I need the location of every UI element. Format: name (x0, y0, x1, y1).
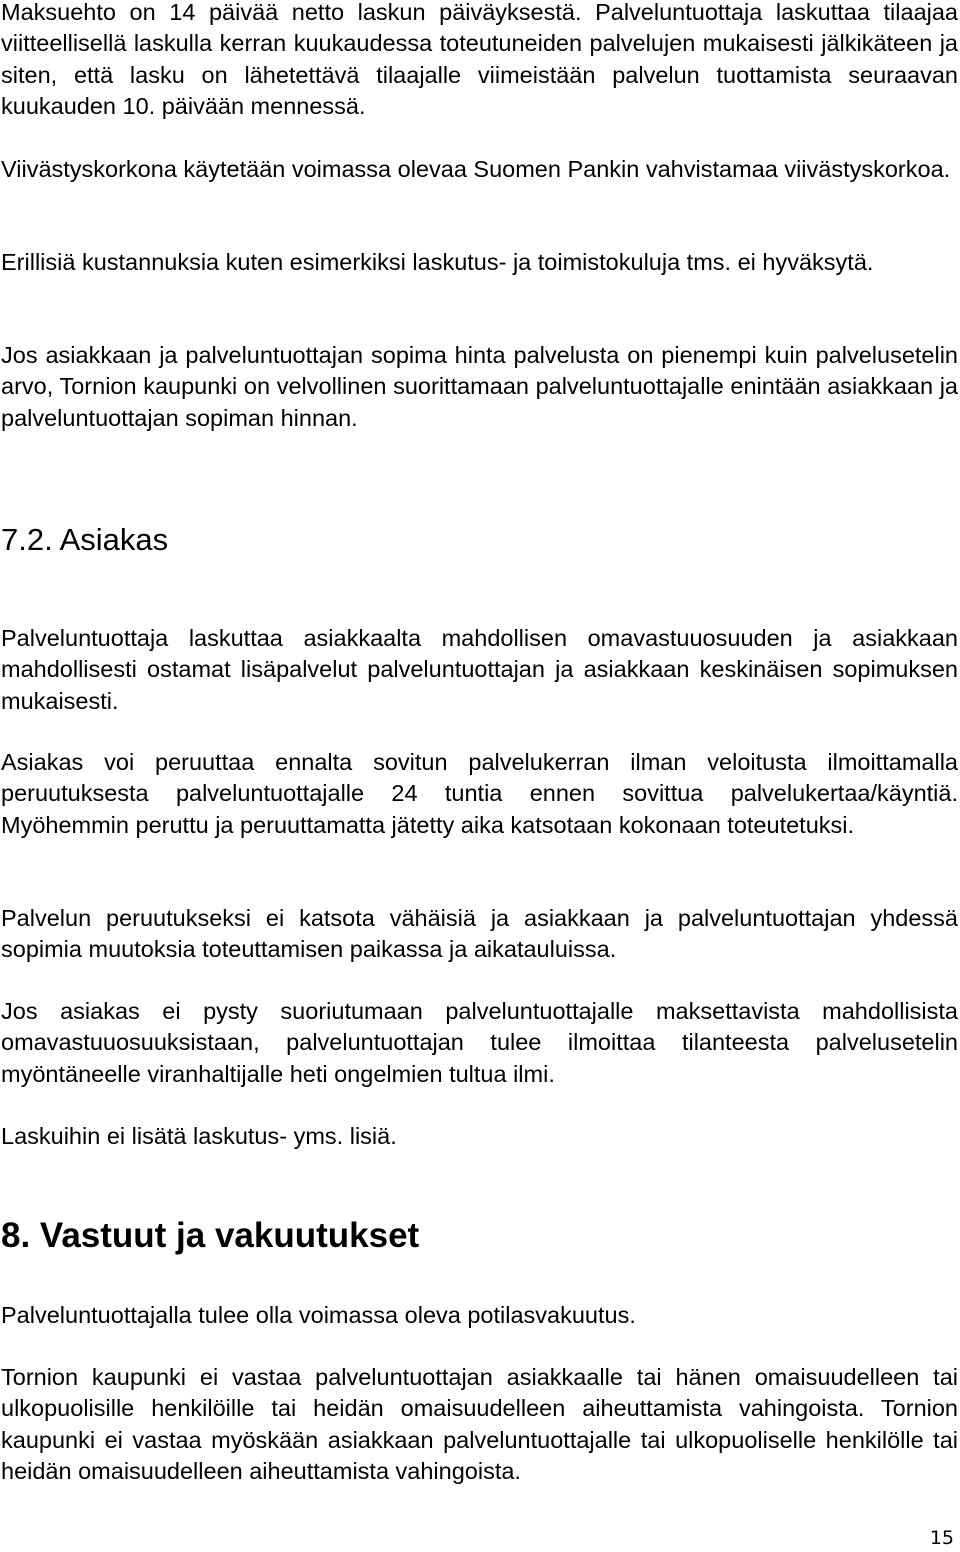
paragraph-no-fees: Laskuihin ei lisätä laskutus- yms. lisiä. (1, 1123, 397, 1149)
paragraph-late-interest: Viivästyskorkona käytetään voimassa olevaa Suomen Pankin vahvistamaa viivästyskorkoa. (1, 156, 951, 182)
paragraph-unable-to-pay: Jos asiakas ei pysty suoriutumaan palveluntuottajalle maksettavista mahdollisista omavastuuosuuksistaan, palveluntuottajan tulee ilmoittaa tilanteesta palvelusetelin myöntäneelle viranhaltijalle heti ongelmien tultua ilmi. (1, 998, 958, 1087)
paragraph-invoicing-terms: Maksuehto on 14 päivää netto laskun päiväyksestä. Palveluntuottaja laskuttaa tilaajaa viitteellisellä laskulla kerran kuukaudessa toteutuneiden palvelujen mukaisesti jälkikäteen ja siten, että lasku on lähetettävä tilaajalle viimeistään palvelun tuottamista seuraavan kuukauden 10. päivään mennessä. (1, 0, 958, 119)
paragraph-price-limit: Jos asiakkaan ja palveluntuottajan sopima hinta palvelusta on pienempi kuin palvelusetelin arvo, Tornion kaupunki on velvollinen suorittamaan palveluntuottajalle enintään asiakkaan ja palveluntuottajan sopiman hinnan. (1, 342, 958, 431)
section-heading-8: 8. Vastuut ja vakuutukset (1, 1216, 420, 1255)
paragraph-extra-costs: Erillisiä kustannuksia kuten esimerkiksi laskutus- ja toimistokuluja tms. ei hyväksytä. (1, 249, 874, 275)
paragraph-minor-changes: Palvelun peruutukseksi ei katsota vähäisiä ja asiakkaan ja palveluntuottajan yhdessä sopimia muutoksia toteuttamisen paikassa ja aikatauluissa. (1, 905, 958, 963)
paragraph-customer-excess: Palveluntuottaja laskuttaa asiakkaalta mahdollisen omavastuuosuuden ja asiakkaan mahdollisesti ostamat lisäpalvelut palveluntuottajan ja asiakkaan keskinäisen sopimuksen mukaisesti. (1, 625, 958, 714)
paragraph-cancellation: Asiakas voi peruuttaa ennalta sovitun palvelukerran ilman veloitusta ilmoittamalla peruutuksesta palveluntuottajalle 24 tuntia ennen sovittua palvelukertaa/käyntiä. Myöhemmin peruttu ja peruuttamatta jätetty aika katsotaan kokonaan toteutetuksi. (1, 749, 958, 838)
paragraph-patient-insurance: Palveluntuottajalla tulee olla voimassa oleva potilasvakuutus. (1, 1302, 636, 1328)
paragraph-liability: Tornion kaupunki ei vastaa palveluntuottajan asiakkaalle tai hänen omaisuudelleen tai ulkopuolisille henkilöille tai heidän omaisuudelleen aiheuttamista vahingoista. Tornion kaupunki ei vastaa myöskään asiakkaan palveluntuottajalle tai ulkopuoliselle henkilölle tai heidän omaisuudelleen aiheuttamista vahingoista. (1, 1364, 958, 1484)
page-number: 15 (929, 1527, 954, 1549)
section-heading-7-2: 7.2. Asiakas (1, 522, 169, 557)
